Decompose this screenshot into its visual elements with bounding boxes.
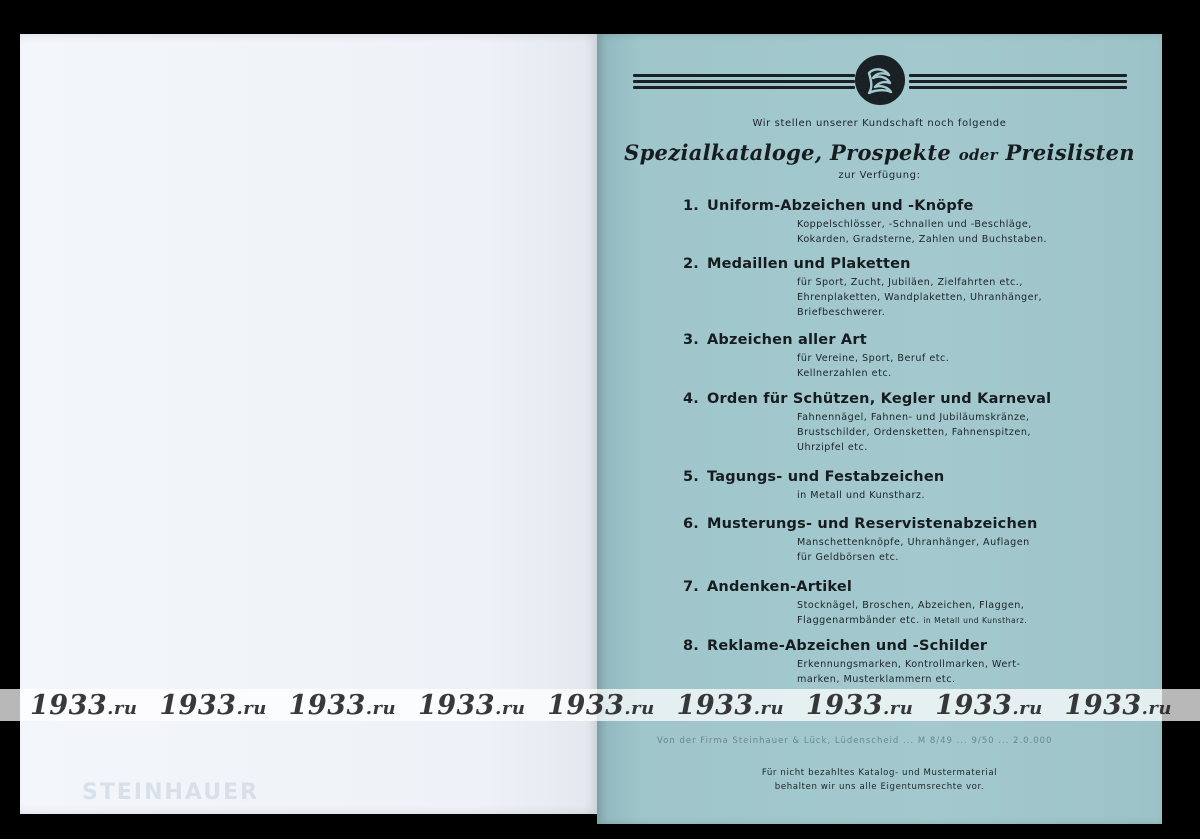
item-title [683, 391, 1103, 407]
watermark-number: 1933 [805, 689, 884, 721]
watermark-number: 1933 [547, 689, 625, 721]
catalog-item [683, 256, 1103, 320]
item-number: 5. [683, 469, 699, 485]
item-description-line [797, 550, 1087, 565]
watermark-text [806, 690, 914, 721]
item-description-text: Stocknägel, Broschen, Abzeichen, Flaggen, [797, 600, 1025, 611]
item-title-text: Tagungs- und Festabzeichen [707, 469, 945, 485]
item-description-text: für Sport, Zucht, Jubiläen, Zielfahrten etc., [797, 277, 1023, 288]
item-description [797, 535, 1087, 565]
item-title [683, 516, 1103, 532]
item-number: 6. [683, 516, 699, 532]
item-title-text: Musterungs- und Reservistenabzeichen [707, 516, 1038, 532]
item-title-text: Abzeichen aller Art [707, 332, 867, 348]
item-title-text: Uniform-Abzeichen und -Knöpfe [707, 198, 974, 214]
headline-part3: Preislisten [997, 140, 1135, 165]
watermark-text [159, 690, 267, 721]
watermark-suffix: .ru [753, 697, 785, 719]
item-description-text: marken, Musterklammern etc. [797, 674, 956, 685]
item-description-line [797, 598, 1087, 613]
item-title [683, 638, 1103, 654]
item-description-line [797, 657, 1087, 672]
item-description [797, 598, 1087, 628]
watermark-number: 1933 [288, 689, 366, 721]
steinhauer-lion-emblem-icon [855, 55, 905, 105]
headline-part1: Spezialkataloge, Prospekte [624, 140, 959, 165]
item-description-line [797, 366, 1087, 381]
item-description-line [797, 440, 1087, 455]
watermark-number: 1933 [935, 689, 1013, 721]
watermark-number: 1933 [1064, 689, 1142, 721]
watermark-text [418, 690, 526, 721]
watermark-text [547, 690, 655, 721]
watermark-text [677, 690, 785, 721]
catalog-item [683, 391, 1103, 455]
item-description [797, 657, 1087, 687]
watermark-number: 1933 [417, 689, 496, 721]
item-description-line [797, 275, 1087, 290]
item-description-text: Briefbeschwerer. [797, 307, 886, 318]
item-description-text: Erkennungsmarken, Kontrollmarken, Wert- [797, 659, 1021, 670]
item-description-line [797, 425, 1087, 440]
item-description-line [797, 232, 1087, 247]
item-description-text: Koppelschlösser, -Schnallen und -Beschläge, [797, 219, 1032, 230]
item-number: 4. [683, 391, 699, 407]
intro-line: Wir stellen unserer Kundschaft noch folgende [752, 118, 1007, 129]
footer-line-1: Für nicht bezahltes Katalog- und Mustermaterial [761, 768, 998, 778]
item-title [683, 198, 1103, 214]
item-number: 1. [683, 198, 699, 214]
item-number: 7. [683, 579, 699, 595]
watermark-number: 1933 [676, 689, 754, 721]
item-title-text: Andenken-Artikel [707, 579, 853, 595]
item-number: 2. [683, 256, 699, 272]
item-description [797, 351, 1087, 381]
item-title [683, 332, 1103, 348]
watermark-text [30, 690, 138, 721]
item-description-text: Kokarden, Gradsterne, Zahlen und Buchstaben. [797, 234, 1048, 245]
item-description-line [797, 305, 1087, 320]
item-description [797, 217, 1087, 247]
catalog-item [683, 516, 1103, 565]
item-title [683, 579, 1103, 595]
catalog-item [683, 579, 1103, 628]
item-description-text: in Metall und Kunstharz. [797, 490, 926, 501]
item-title-text: Reklame-Abzeichen und -Schilder [707, 638, 988, 654]
bleed-through-text: STEINHAUER [82, 780, 260, 805]
item-description-text: für Vereine, Sport, Beruf etc. [797, 353, 950, 364]
item-title [683, 256, 1103, 272]
catalog-item [683, 638, 1103, 687]
item-description-line [797, 410, 1087, 425]
item-description-text: Uhrzipfel etc. [797, 442, 868, 453]
item-number: 8. [683, 638, 699, 654]
faded-imprint-line: Von der Firma Steinhauer & Lück, Lüdenscheid ... M 8/49 ... 9/50 ... 2.0.000 [657, 736, 1053, 746]
item-number: 3. [683, 332, 699, 348]
item-description [797, 410, 1087, 455]
watermark-band [0, 689, 1200, 721]
item-description-tail: in Metall und Kunstharz. [923, 616, 1028, 625]
watermark-suffix: .ru [107, 697, 138, 719]
item-description-text: Ehrenplaketten, Wandplaketten, Uhranhänger, [797, 292, 1043, 303]
item-description-line [797, 290, 1087, 305]
item-title-text: Medaillen und Plaketten [707, 256, 911, 272]
watermark-suffix: .ru [236, 697, 267, 719]
watermark-suffix: .ru [624, 697, 655, 719]
item-description-text: Fahnennägel, Fahnen- und Jubiläumskränze, [797, 412, 1030, 423]
catalog-item [683, 332, 1103, 381]
item-description-text: Brustschilder, Ordensketten, Fahnenspitzen, [797, 427, 1031, 438]
footer-line-2: behalten wir uns alle Eigentumsrechte vor. [774, 782, 985, 792]
watermark-number: 1933 [30, 689, 108, 721]
item-title-text: Orden für Schützen, Kegler und Karneval [707, 391, 1052, 407]
catalog-item [683, 198, 1103, 247]
watermark-suffix: .ru [883, 697, 914, 719]
item-description-line [797, 351, 1087, 366]
headline-part2: oder [958, 146, 998, 164]
watermark-number: 1933 [159, 689, 237, 721]
item-title [683, 469, 1103, 485]
item-description-line [797, 535, 1087, 550]
watermark-text [289, 690, 397, 721]
watermark-suffix: .ru [495, 697, 526, 719]
watermark-suffix: .ru [365, 697, 397, 719]
item-description-text: Kellnerzahlen etc. [797, 368, 892, 379]
item-description-text: für Geldbörsen etc. [797, 552, 899, 563]
item-description-text: Manschettenknöpfe, Uhranhänger, Auflagen [797, 537, 1030, 548]
sub-line: zur Verfügung: [838, 170, 921, 181]
catalog-item [683, 469, 1103, 503]
item-description-line [797, 613, 1087, 628]
watermark-suffix: .ru [1141, 697, 1172, 719]
item-description-line [797, 672, 1087, 687]
watermark-text [935, 690, 1043, 721]
watermark-text [1065, 690, 1173, 721]
item-description-line [797, 488, 1087, 503]
footer-note [597, 766, 1162, 794]
headline [597, 140, 1162, 165]
item-description-line [797, 217, 1087, 232]
item-description [797, 275, 1087, 320]
item-description [797, 488, 1087, 503]
item-description-text: Flaggenarmbänder etc. [797, 615, 920, 626]
watermark-suffix: .ru [1012, 697, 1043, 719]
